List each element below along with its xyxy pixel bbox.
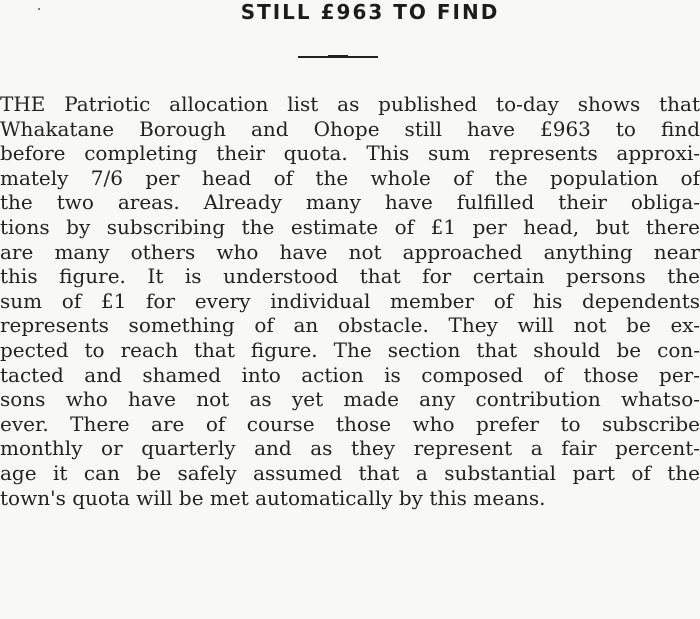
- article-line: ever. There are of course those who prefer to subscribe: [0, 411, 700, 436]
- article-line: mately 7/6 per head of the whole of the population of: [0, 165, 700, 190]
- article-line: sons who have not as yet made any contribution whatso-: [0, 387, 700, 412]
- article-line: monthly or quarterly and as they represent a fair percent-: [0, 436, 700, 461]
- article-line: the two areas. Already many have fulfilled their obliga-: [0, 190, 700, 215]
- article-line: town's quota will be met automatically by this means.: [0, 485, 546, 510]
- article-line: Whakatane Borough and Ohope still have £963 to find: [0, 116, 700, 141]
- headline: STILL £963 TO FIND: [240, 0, 500, 24]
- article-line: THE Patriotic allocation list as published to-day shows that: [0, 92, 700, 116]
- headline-divider: [298, 56, 378, 58]
- article-line: age it can be safely assumed that a substantial part of the: [0, 460, 700, 485]
- article-line: tions by subscribing the estimate of £1 per head, but there: [0, 214, 700, 239]
- article-line: are many others who have not approached anything near: [0, 239, 700, 264]
- article-line: tacted and shamed into action is composed of those per-: [0, 362, 700, 387]
- article-line: represents something of an obstacle. They will not be ex-: [0, 313, 700, 338]
- article-line: pected to reach that figure. The section that should be con-: [0, 337, 700, 362]
- article-line: before completing their quota. This sum represents approxi-: [0, 141, 700, 166]
- article-body: [0, 92, 700, 510]
- article-line: this figure. It is understood that for certain persons the: [0, 264, 700, 289]
- article-line: sum of £1 for every individual member of his dependents: [0, 288, 700, 313]
